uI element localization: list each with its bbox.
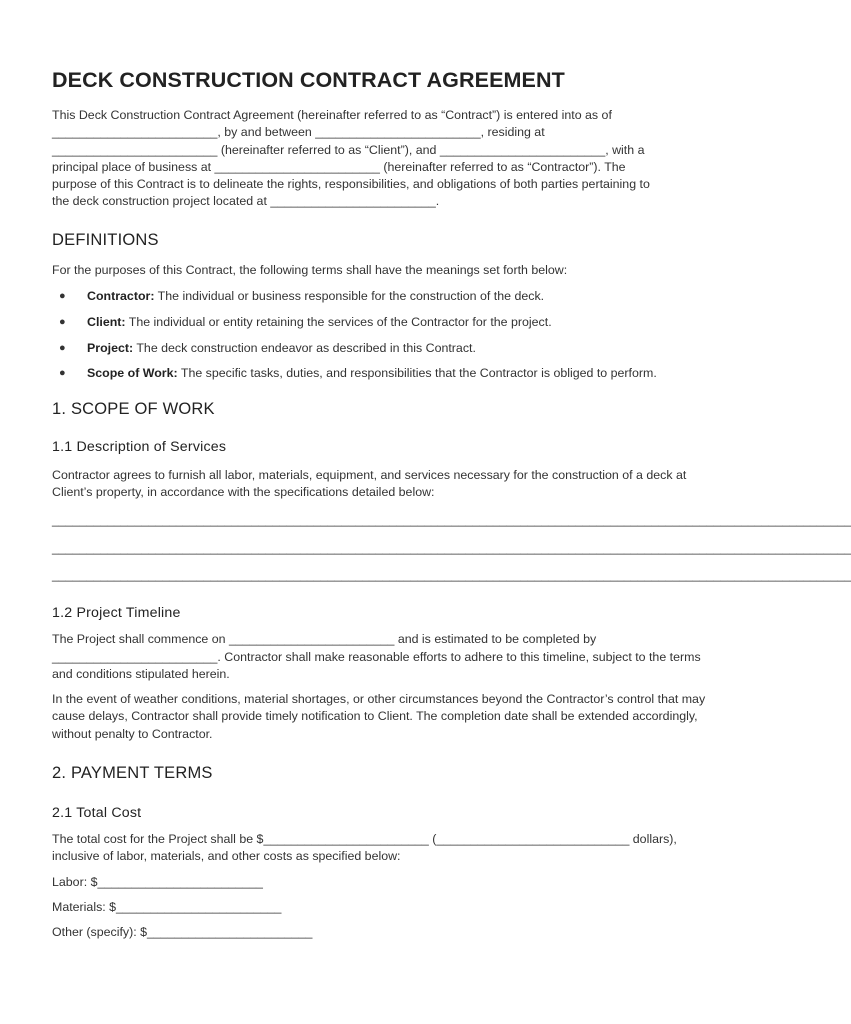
intro-paragraph <box>52 107 718 211</box>
scope-heading: 1. SCOPE OF WORK <box>52 399 215 418</box>
total-cost-text: The total cost for the Project shall be $________________________ (____________________________ dollars), inclusive of labor, materials, and other costs as specified below: <box>52 832 677 864</box>
specification-blank-line: ____________________________________________________________________________________________________________________ <box>52 513 851 528</box>
description-heading: 1.1 Description of Services <box>52 438 227 455</box>
intro-line: This Deck Construction Contract Agreement (hereinafter referred to as “Contract”) is entered into as of <box>52 108 612 122</box>
definition-text: The deck construction endeavor as described in this Contract. <box>133 340 476 355</box>
definitions-list <box>52 288 718 383</box>
list-item <box>52 288 718 305</box>
specification-blank-line: ____________________________________________________________________________________________________________________ <box>52 567 851 582</box>
definition-text: The individual or entity retaining the services of the Contractor for the project. <box>125 314 552 329</box>
materials-cost-line: Materials: $________________________ <box>52 899 282 914</box>
intro-line: principal place of business at ________________________ (hereinafter referred to as “Contractor”). The <box>52 159 626 174</box>
total-cost-heading: 2.1 Total Cost <box>52 805 142 822</box>
timeline-heading: 1.2 Project Timeline <box>52 605 181 622</box>
specification-blank-line: ____________________________________________________________________________________________________________________ <box>52 540 851 555</box>
list-item <box>52 340 718 357</box>
definition-term: Client: <box>87 314 126 329</box>
definitions-heading: DEFINITIONS <box>52 230 159 249</box>
document-title: DECK CONSTRUCTION CONTRACT AGREEMENT <box>52 68 565 92</box>
timeline-text: The Project shall commence on ________________________ and is estimated to be completed by ________________________. Contractor shall make reasonable efforts to adhere to this timeline, subject to the terms and conditions stipulated herein. <box>52 632 701 681</box>
definitions-lead: For the purposes of this Contract, the following terms shall have the meanings set forth below: <box>52 262 568 277</box>
bullet-icon: ● <box>59 315 66 328</box>
labor-cost-line: Labor: $________________________ <box>52 874 263 889</box>
intro-line: purpose of this Contract is to delineate the rights, responsibilities, and obligations of both parties pertaining to <box>52 177 650 192</box>
delay-text: In the event of weather conditions, material shortages, or other circumstances beyond the Contractor’s control that may cause delays, Contractor shall provide timely notification to Client. The completion date shall be extended accordingly, without penalty to Contractor. <box>52 692 706 741</box>
payment-heading: 2. PAYMENT TERMS <box>52 764 213 783</box>
bullet-icon: ● <box>59 290 66 303</box>
other-cost-line: Other (specify): $________________________ <box>52 925 313 940</box>
intro-line: ________________________ (hereinafter referred to as “Client”), and ________________________, with a <box>52 142 645 157</box>
bullet-icon: ● <box>59 367 66 380</box>
definition-text: The individual or business responsible for the construction of the deck. <box>154 289 545 304</box>
description-text: Contractor agrees to furnish all labor, materials, equipment, and services necessary for the construction of a deck at Client’s property, in accordance with the specifications detailed below: <box>52 467 687 500</box>
list-item <box>52 314 718 331</box>
definition-term: Contractor: <box>87 289 155 304</box>
list-item <box>52 365 718 382</box>
bullet-icon: ● <box>59 341 66 354</box>
definition-term: Scope of Work: <box>87 366 178 381</box>
intro-line: the deck construction project located at ________________________. <box>52 194 440 209</box>
intro-line: ________________________, by and between ________________________, residing at <box>52 125 545 140</box>
definition-text: The specific tasks, duties, and responsibilities that the Contractor is obliged to perform. <box>177 366 657 381</box>
definition-term: Project: <box>87 340 134 355</box>
